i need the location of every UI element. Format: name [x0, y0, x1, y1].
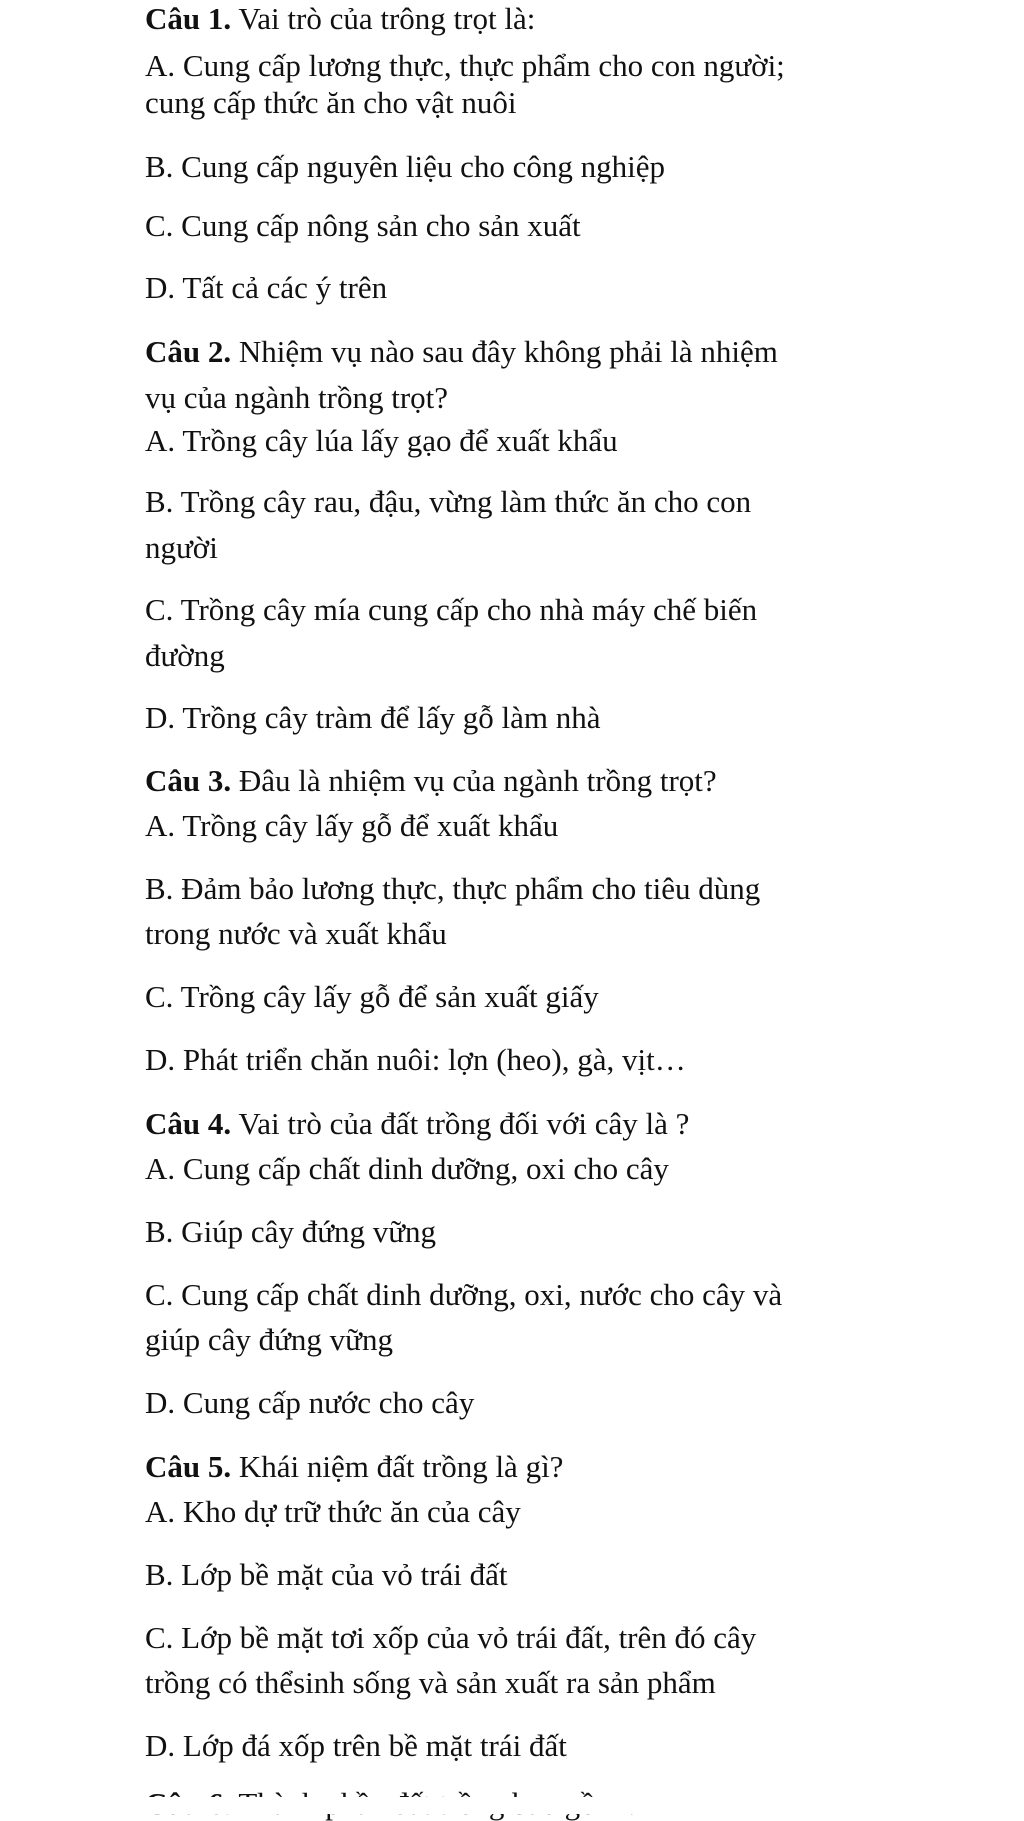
option-line: đường [145, 638, 225, 673]
option-line: B. Giúp cây đứng vững [145, 1214, 437, 1249]
option-line: B. Lớp bề mặt của vỏ trái đất [145, 1557, 508, 1592]
option-line: D. Tất cả các ý trên [145, 270, 388, 305]
question-label: Câu 4. [145, 1106, 232, 1141]
option-line: D. Lớp đá xốp trên bề mặt trái đất [145, 1728, 567, 1763]
option-line: A. Trồng cây lấy gỗ để xuất khẩu [145, 808, 559, 843]
option-line: A. Kho dự trữ thức ăn của cây [145, 1494, 521, 1529]
option-line: C. Cung cấp chất dinh dưỡng, oxi, nước cho cây và [145, 1277, 783, 1312]
page-cut-edge [0, 1797, 1024, 1814]
option-line: A. Trồng cây lúa lấy gạo để xuất khẩu [145, 423, 618, 458]
option-line: C. Trồng cây lấy gỗ để sản xuất giấy [145, 979, 599, 1014]
question-3 [145, 765, 717, 796]
question-5 [145, 1451, 563, 1482]
option-line: D. Cung cấp nước cho cây [145, 1385, 475, 1420]
option-line: người [145, 530, 218, 565]
option-line: B. Trồng cây rau, đậu, vừng làm thức ăn cho con [145, 484, 752, 519]
option-line: D. Trồng cây tràm để lấy gỗ làm nhà [145, 700, 601, 735]
option-line: trong nước và xuất khẩu [145, 916, 447, 951]
option-line: B. Đảm bảo lương thực, thực phẩm cho tiêu dùng [145, 871, 761, 906]
option-line: C. Trồng cây mía cung cấp cho nhà máy chế biến [145, 592, 758, 627]
option-line: C. Lớp bề mặt tơi xốp của vỏ trái đất, trên đó cây [145, 1620, 757, 1655]
question-label: Câu 2. [145, 334, 232, 369]
question-4 [145, 1108, 689, 1139]
question-text: Khái niệm đất trồng là gì? [231, 1449, 564, 1484]
question-text-cont: vụ của ngành trồng trọt? [145, 380, 449, 415]
question-text: Đâu là nhiệm vụ của ngành trồng trọt? [231, 763, 717, 798]
option-line: giúp cây đứng vững [145, 1322, 393, 1357]
question-1 [145, 3, 535, 34]
question-text: Vai trò của đất trồng đối với cây là ? [231, 1106, 690, 1141]
question-label: Câu 3. [145, 763, 232, 798]
question-text: Nhiệm vụ nào sau đây không phải là nhiệm [231, 334, 778, 369]
option-line: A. Cung cấp lương thực, thực phẩm cho con người; [145, 48, 785, 83]
option-line: B. Cung cấp nguyên liệu cho công nghiệp [145, 149, 666, 184]
question-2 [145, 336, 778, 367]
question-label: Câu 5. [145, 1449, 232, 1484]
question-text: Vai trò của trông trọt là: [231, 1, 536, 36]
option-line: C. Cung cấp nông sản cho sản xuất [145, 208, 581, 243]
option-line: cung cấp thức ăn cho vật nuôi [145, 85, 517, 120]
question-label: Câu 1. [145, 1, 232, 36]
option-line: A. Cung cấp chất dinh dưỡng, oxi cho cây [145, 1151, 669, 1186]
option-line: D. Phát triển chăn nuôi: lợn (heo), gà, vịt… [145, 1042, 686, 1077]
option-line: trồng có thểsinh sống và sản xuất ra sản phẩm [145, 1665, 716, 1700]
